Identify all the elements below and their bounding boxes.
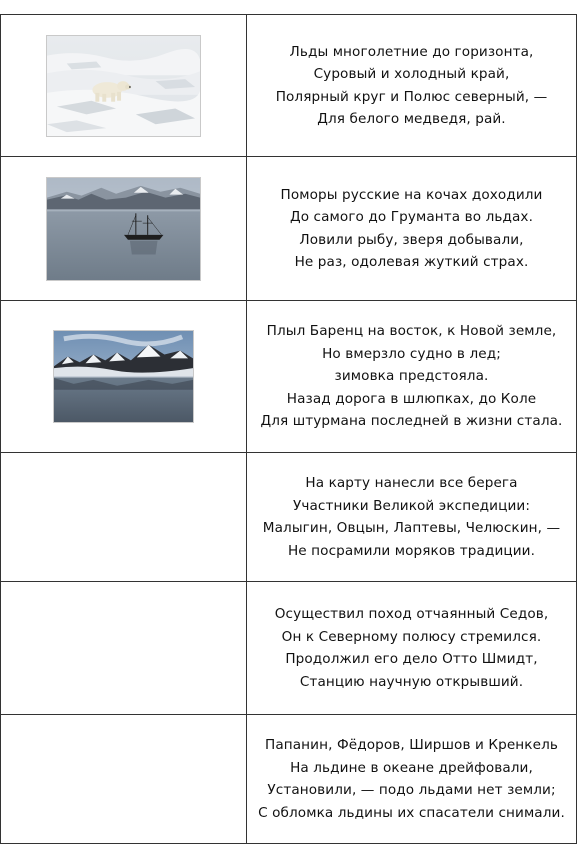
verse-line: Малыгин, Овцын, Лаптевы, Челюскин, — bbox=[262, 520, 561, 536]
verse-line: Назад дорога в шлюпках, до Коле bbox=[286, 390, 537, 407]
table-row bbox=[1, 157, 577, 301]
verse-line: Не посрамили моряков традиции. bbox=[287, 542, 536, 559]
verse-line: На карту нанесли все берега bbox=[305, 475, 518, 491]
table-row bbox=[1, 715, 577, 844]
verse-cell bbox=[247, 715, 577, 844]
verse-line: Льды многолетние до горизонта, bbox=[289, 43, 534, 60]
verse-cell bbox=[247, 157, 577, 301]
table-row bbox=[1, 453, 577, 582]
poem-table bbox=[0, 14, 577, 844]
table-row bbox=[1, 301, 577, 453]
image-cell bbox=[1, 301, 247, 453]
verse-line: Участники Великой экспедиции: bbox=[292, 497, 531, 514]
verse-cell bbox=[247, 582, 577, 715]
verse-line: На льдине в океане дрейфовали, bbox=[290, 759, 533, 776]
sailing-ship-in-fjord-photo bbox=[46, 177, 201, 281]
verse-line: Для штурмана последней в жизни стала. bbox=[260, 413, 563, 430]
empty-image-cell bbox=[1, 582, 247, 715]
verse-line: Суровый и холодный край, bbox=[313, 66, 510, 82]
verse-line: зимовка предстояла. bbox=[334, 368, 489, 385]
polar-bear-on-ice-photo bbox=[46, 35, 201, 137]
image-cell bbox=[1, 15, 247, 157]
verse-line: Полярный круг и Полюс северный, — bbox=[275, 88, 548, 105]
verse-line: До самого до Груманта во льдах. bbox=[289, 209, 533, 225]
verse-line: Продолжил его дело Отто Шмидт, bbox=[285, 651, 538, 667]
verse-cell bbox=[247, 453, 577, 582]
verse-line: Но вмерзло судно в лед; bbox=[322, 345, 501, 362]
table-row bbox=[1, 15, 577, 157]
verse-line: Не раз, одолевая жуткий страх. bbox=[294, 254, 529, 270]
verse-line: Ловили рыбу, зверя добывали, bbox=[299, 231, 524, 248]
empty-image-cell bbox=[1, 715, 247, 844]
verse-cell bbox=[247, 301, 577, 453]
verse-line: Плыл Баренц на восток, к Новой земле, bbox=[266, 323, 557, 340]
empty-image-cell bbox=[1, 453, 247, 582]
verse-line: С обломка льдины их спасатели снимали. bbox=[258, 804, 565, 821]
verse-line: Для белого медведя, рай. bbox=[317, 111, 506, 127]
verse-line: Установили, — подо льдами нет земли; bbox=[267, 782, 556, 798]
snowy-mountains-over-water-photo bbox=[53, 330, 194, 423]
image-cell bbox=[1, 157, 247, 301]
verse-line: Поморы русские на кочах доходили bbox=[280, 186, 543, 203]
verse-line: Станцию научную открывший. bbox=[299, 673, 524, 690]
verse-line: Папанин, Фёдоров, Ширшов и Кренкель bbox=[265, 737, 558, 753]
table-row bbox=[1, 582, 577, 715]
verse-cell bbox=[247, 15, 577, 157]
verse-line: Осуществил поход отчаянный Седов, bbox=[274, 606, 549, 622]
verse-line: Он к Северному полюсу стремился. bbox=[281, 628, 542, 645]
